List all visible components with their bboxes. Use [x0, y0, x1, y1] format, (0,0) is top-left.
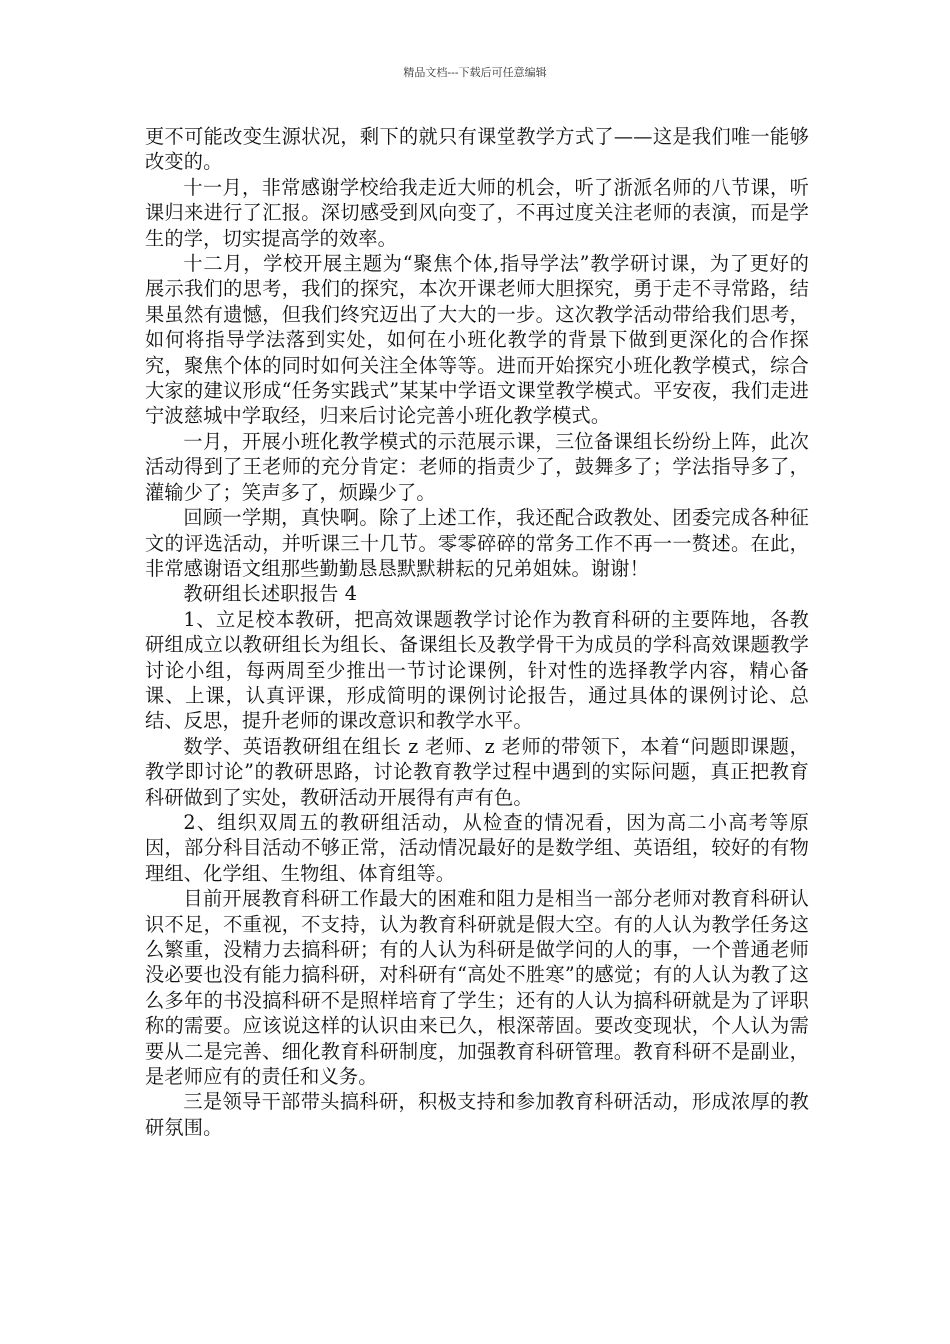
paragraph: 1、立足校本教研，把高效课题教学讨论作为教育科研的主要阵地，各教研组成立以教研组长为组长、备课组长及教学骨干为成员的学科高效课题教学讨论小组，每两周至少推出一节讨论课例，针对性的选择教学内容，精心备课、上课，认真评课，形成简明的课例讨论报告，通过具体的课例讨论、总结、反思，提升老师的课改意识和教学水平。: [145, 607, 809, 733]
paragraph: 十一月，非常感谢学校给我走近大师的机会，听了浙派名师的八节课，听课归来进行了汇报。深切感受到风向变了，不再过度关注老师的表演，而是学生的学，切实提高学的效率。: [145, 175, 809, 250]
document-body: [145, 124, 809, 1140]
paragraph: 目前开展教育科研工作最大的困难和阻力是相当一部分老师对教育科研认识不足，不重视，不支持，认为教育科研就是假大空。有的人认为教学任务这么繁重，没精力去搞科研；有的人认为科研是做学问的人的事，一个普通老师没必要也没有能力搞科研，对科研有“高处不胜寒”的感觉；有的人认为教了这么多年的书没搞科研不是照样培育了学生；还有的人认为搞科研就是为了评职称的需要。应该说这样的认识由来已久，根深蒂固。要改变现状，个人认为需要从二是完善、细化教育科研制度，加强教育科研管理。教育科研不是副业，是老师应有的责任和义务。: [145, 887, 809, 1089]
paragraph: 一月，开展小班化教学模式的示范展示课，三位备课组长纷纷上阵，此次活动得到了王老师的充分肯定：老师的指责少了，鼓舞多了；学法指导多了，灌输少了；笑声多了，烦躁少了。: [145, 429, 809, 504]
paragraph: 2、组织双周五的教研组活动，从检查的情况看，因为高二小高考等原因，部分科目活动不够正常，活动情况最好的是数学组、英语组，较好的有物理组、化学组、生物组、体育组等。: [145, 810, 809, 885]
section-title: 教研组长述职报告 4: [183, 582, 358, 606]
paragraph: 回顾一学期，真快啊。除了上述工作，我还配合政教处、团委完成各种征文的评选活动，并听课三十几节。零零碎碎的常务工作不再一一赘述。在此，非常感谢语文组那些勤勤恳恳默默耕耘的兄弟姐妹。谢谢！: [145, 506, 809, 580]
page-header: 精品文档---下载后可任意编辑: [403, 66, 547, 79]
paragraph: 十二月，学校开展主题为“聚焦个体,指导学法”教学研讨课，为了更好的展示我们的思考，我们的探究，本次开课老师大胆探究，勇于走不寻常路，结果虽然有遗憾，但我们终究迈出了大大的一步。这次教学活动带给我们思考，如何将指导学法落到实处，如何在小班化教学的背景下做到更深化的合作探究，聚焦个体的同时如何关注全体等等。进而开始探究小班化教学模式，综合大家的建议形成“任务实践式”某某中学语文课堂教学模式。平安夜，我们走进宁波慈城中学取经，归来后讨论完善小班化教学模式。: [145, 252, 809, 428]
paragraph: 数学、英语教研组在组长 z 老师、z 老师的带领下，本着“问题即课题，教学即讨论”的教研思路，讨论教育教学过程中遇到的实际问题，真正把教育科研做到了实处，教研活动开展得有声有色。: [145, 734, 809, 809]
paragraph: 三是领导干部带头搞科研，积极支持和参加教育科研活动，形成浓厚的教研氛围。: [145, 1090, 809, 1139]
paragraph: 更不可能改变生源状况，剩下的就只有课堂教学方式了——这是我们唯一能够改变的。: [145, 125, 809, 174]
